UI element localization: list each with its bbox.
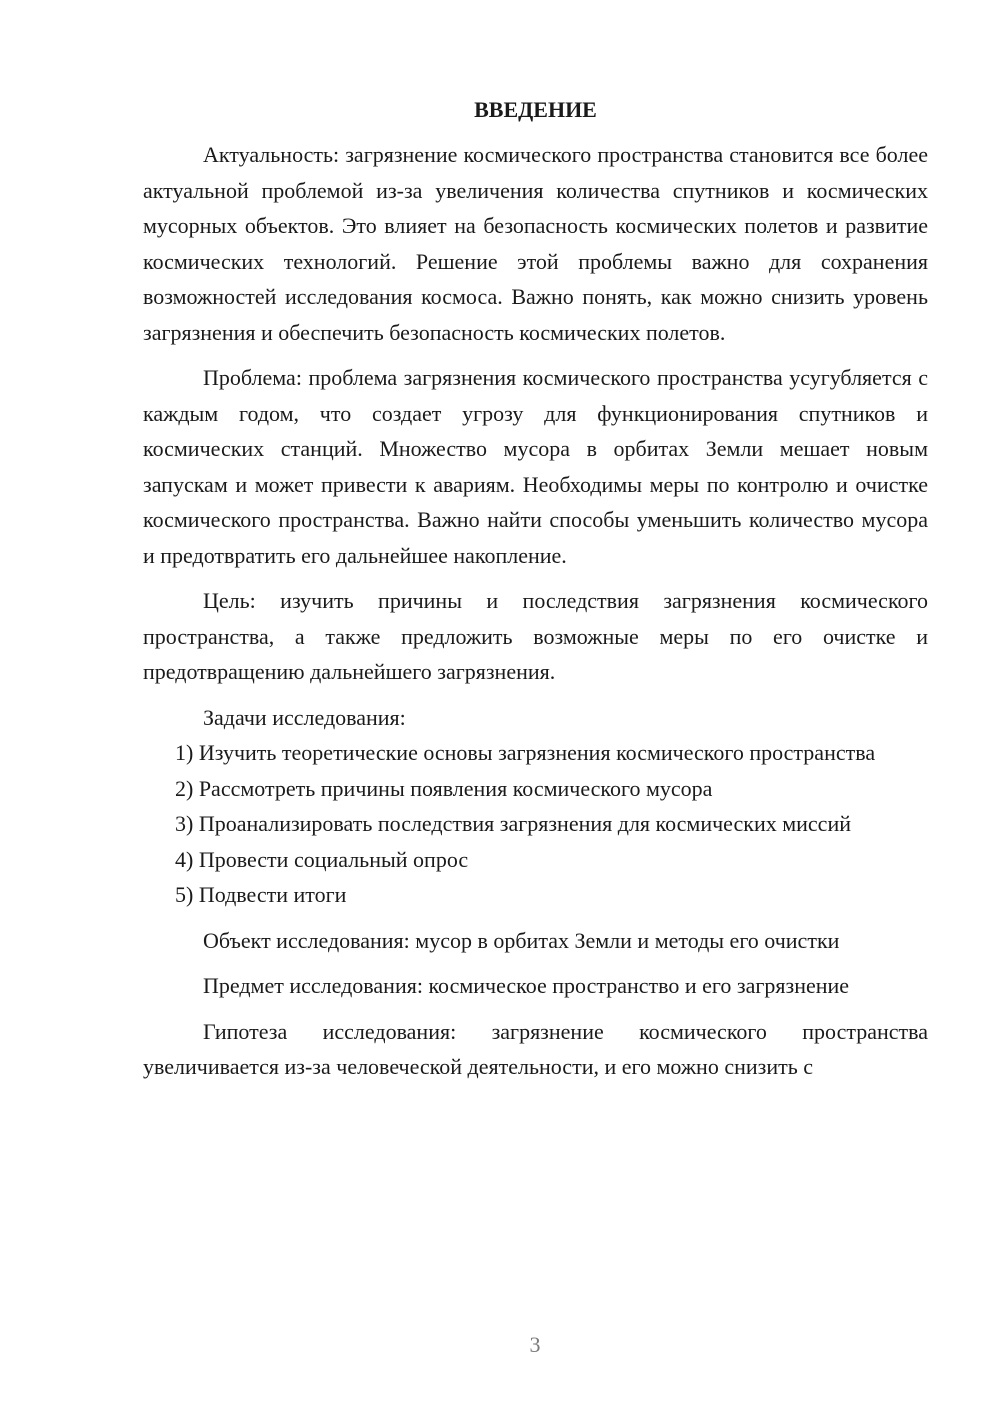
page-title: ВВЕДЕНИЕ bbox=[474, 97, 597, 122]
list-item: 2) Рассмотреть причины появления космического мусора bbox=[175, 775, 713, 801]
problem-paragraph: Проблема: проблема загрязнения космического пространства усугубляется с каждым годом, что создает угрозу для функционирования спутников и космических станций. Множество мусора в орбитах Земли мешает новым запускам и может привести к авариям. Необходимы меры по контролю и очистке космического пространства. Важно найти способы уменьшить количество мусора и предотвратить его дальнейшее накопление. bbox=[143, 365, 928, 568]
object-paragraph: Объект исследования: мусор в орбитах Земли и методы его очистки bbox=[203, 927, 840, 953]
tasks-list bbox=[143, 735, 928, 913]
page-number: 3 bbox=[529, 1332, 541, 1357]
document-body bbox=[143, 95, 928, 1085]
hypothesis-paragraph: Гипотеза исследования: загрязнение космического пространства увеличивается из-за человеческой деятельности, и его можно снизить с bbox=[143, 1018, 928, 1079]
list-item: 3) Проанализировать последствия загрязнения для космических миссий bbox=[175, 811, 851, 836]
tasks-heading: Задачи исследования: bbox=[203, 704, 406, 730]
subject-paragraph: Предмет исследования: космическое пространство и его загрязнение bbox=[203, 973, 850, 998]
goal-paragraph: Цель: изучить причины и последствия загрязнения космического пространства, а также предложить возможные меры по его очистке и предотвращению дальнейшего загрязнения. bbox=[143, 588, 928, 684]
relevance-paragraph: Актуальность: загрязнение космического пространства становится все более актуальной проблемой из-за увеличения количества спутников и космических мусорных объектов. Это влияет на безопасность космических полетов и развитие космических технологий. Решение этой проблемы важно для сохранения возможностей исследования космоса. Важно понять, как можно снизить уровень загрязнения и обеспечить безопасность космических полетов. bbox=[143, 142, 928, 345]
list-item: 5) Подвести итоги bbox=[175, 882, 347, 907]
list-item: 4) Провести социальный опрос bbox=[175, 846, 469, 872]
list-item: 1) Изучить теоретические основы загрязнения космического пространства bbox=[175, 740, 876, 765]
